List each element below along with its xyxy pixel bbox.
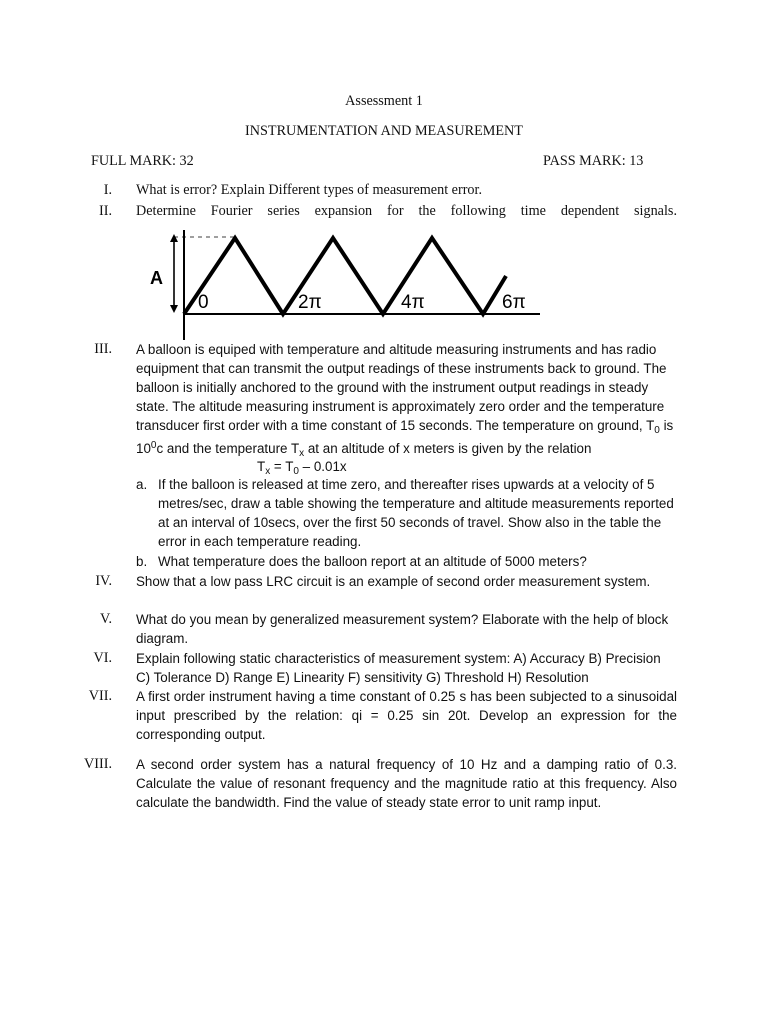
question-number-1: I. (103, 182, 112, 198)
question-5-line-2: diagram. (136, 631, 189, 646)
sub-question-a-line-1: If the balloon is released at time zero, and thereafter rises upwards at a velocity of 5 (158, 477, 655, 492)
triangle-wave (184, 238, 506, 314)
question-3-line-5-end: is (659, 418, 674, 433)
question-3-line-2: equipment that can transmit the output readings of these instruments back to ground. The (136, 361, 667, 376)
formula-t: T (257, 459, 266, 474)
sub-question-b-text: What temperature does the balloon report at an altitude of 5000 meters? (158, 554, 587, 569)
question-5-line-1: What do you mean by generalized measurement system? Elaborate with the help of block (136, 612, 669, 627)
question-8-line-3: calculate the bandwidth. Find the value of steady state error to unit ramp input. (136, 795, 602, 810)
question-number-5: V. (100, 611, 112, 627)
ground-temp-value: 10 (136, 441, 151, 456)
question-number-2: II. (99, 203, 112, 219)
question-6-line-2: C) Tolerance D) Range E) Linearity F) sensitivity G) Threshold H) Resolution (136, 670, 589, 685)
question-3-line-4: state. The altitude measuring instrument is approximately zero order and the temperature (136, 399, 665, 414)
question-number-7: VII. (88, 688, 112, 704)
tick-label-2pi: 2π (298, 292, 322, 313)
amplitude-arrow-down (170, 305, 178, 313)
question-2-text: Determine Fourier series expansion for the following time dependent signals. (136, 203, 677, 219)
degree-superscript: 0 (150, 440, 157, 451)
question-7-line-3: corresponding output. (136, 727, 266, 742)
tick-label-6pi: 6π (502, 292, 526, 313)
question-number-8: VIII. (84, 756, 112, 772)
triangle-wave-figure (140, 228, 540, 340)
formula-0-subscript: 0 (293, 466, 299, 477)
question-4-text: Show that a low pass LRC circuit is an example of second order measurement system. (136, 574, 651, 589)
question-7-line-2: input prescribed by the relation: qi = 0.25 sin 20t. Develop an expression for the (136, 708, 677, 723)
tick-label-0: 0 (198, 292, 209, 313)
formula-x-subscript: x (265, 466, 271, 477)
sub-question-a-label: a. (136, 477, 148, 492)
question-8-line-2: Calculate the value of resonant frequency and the magnitude ratio at this frequency. Also (136, 776, 677, 791)
t0-subscript: 0 (654, 425, 660, 436)
amplitude-label: A (150, 268, 163, 288)
question-8-line-1: A second order system has a natural frequency of 10 Hz and a damping ratio of 0.3. (136, 757, 677, 772)
question-number-3: III. (94, 341, 112, 357)
question-number-6: VI. (93, 650, 112, 666)
sub-question-a-line-3: at an interval of 10secs, over the first 50 seconds of travel. Show also in the table the (158, 515, 662, 530)
assessment-title: Assessment 1 (345, 93, 423, 109)
sub-question-a-line-4: error in each temperature reading. (158, 534, 362, 549)
question-3-line-5-text: transducer first order with a time constant of 15 seconds. The temperature on ground, T (136, 418, 655, 433)
question-3-line-1: A balloon is equiped with temperature and altitude measuring instruments and has radio (136, 342, 657, 357)
question-1-text: What is error? Explain Different types of measurement error. (136, 182, 483, 198)
question-3-line-6-end: at an altitude of x meters is given by the relation (304, 441, 592, 456)
sub-question-b-label: b. (136, 554, 148, 569)
question-6-line-1: Explain following static characteristics of measurement system: A) Accuracy B) Precision (136, 651, 661, 666)
pass-mark: PASS MARK: 13 (543, 153, 644, 169)
sub-question-a-line-2: metres/sec, draw a table showing the temperature and altitude measurements reported (158, 496, 674, 511)
question-number-4: IV. (95, 573, 112, 589)
question-3-line-6-text: c and the temperature T (156, 441, 300, 456)
formula-rest: – 0.01x (298, 459, 347, 474)
question-3-line-3: balloon is initially anchored to the ground with the instrument output readings in steady (136, 380, 649, 395)
full-mark: FULL MARK: 32 (91, 153, 194, 169)
amplitude-arrow-up (170, 234, 178, 242)
tick-label-4pi: 4π (401, 292, 425, 313)
tx-subscript: x (299, 448, 305, 459)
formula-eq: = T (270, 459, 294, 474)
subject-title: INSTRUMENTATION AND MEASUREMENT (245, 123, 523, 139)
question-7-line-1: A first order instrument having a time constant of 0.25 s has been subjected to a sinusoidal (136, 689, 677, 704)
question-3-line-6 (136, 436, 591, 463)
